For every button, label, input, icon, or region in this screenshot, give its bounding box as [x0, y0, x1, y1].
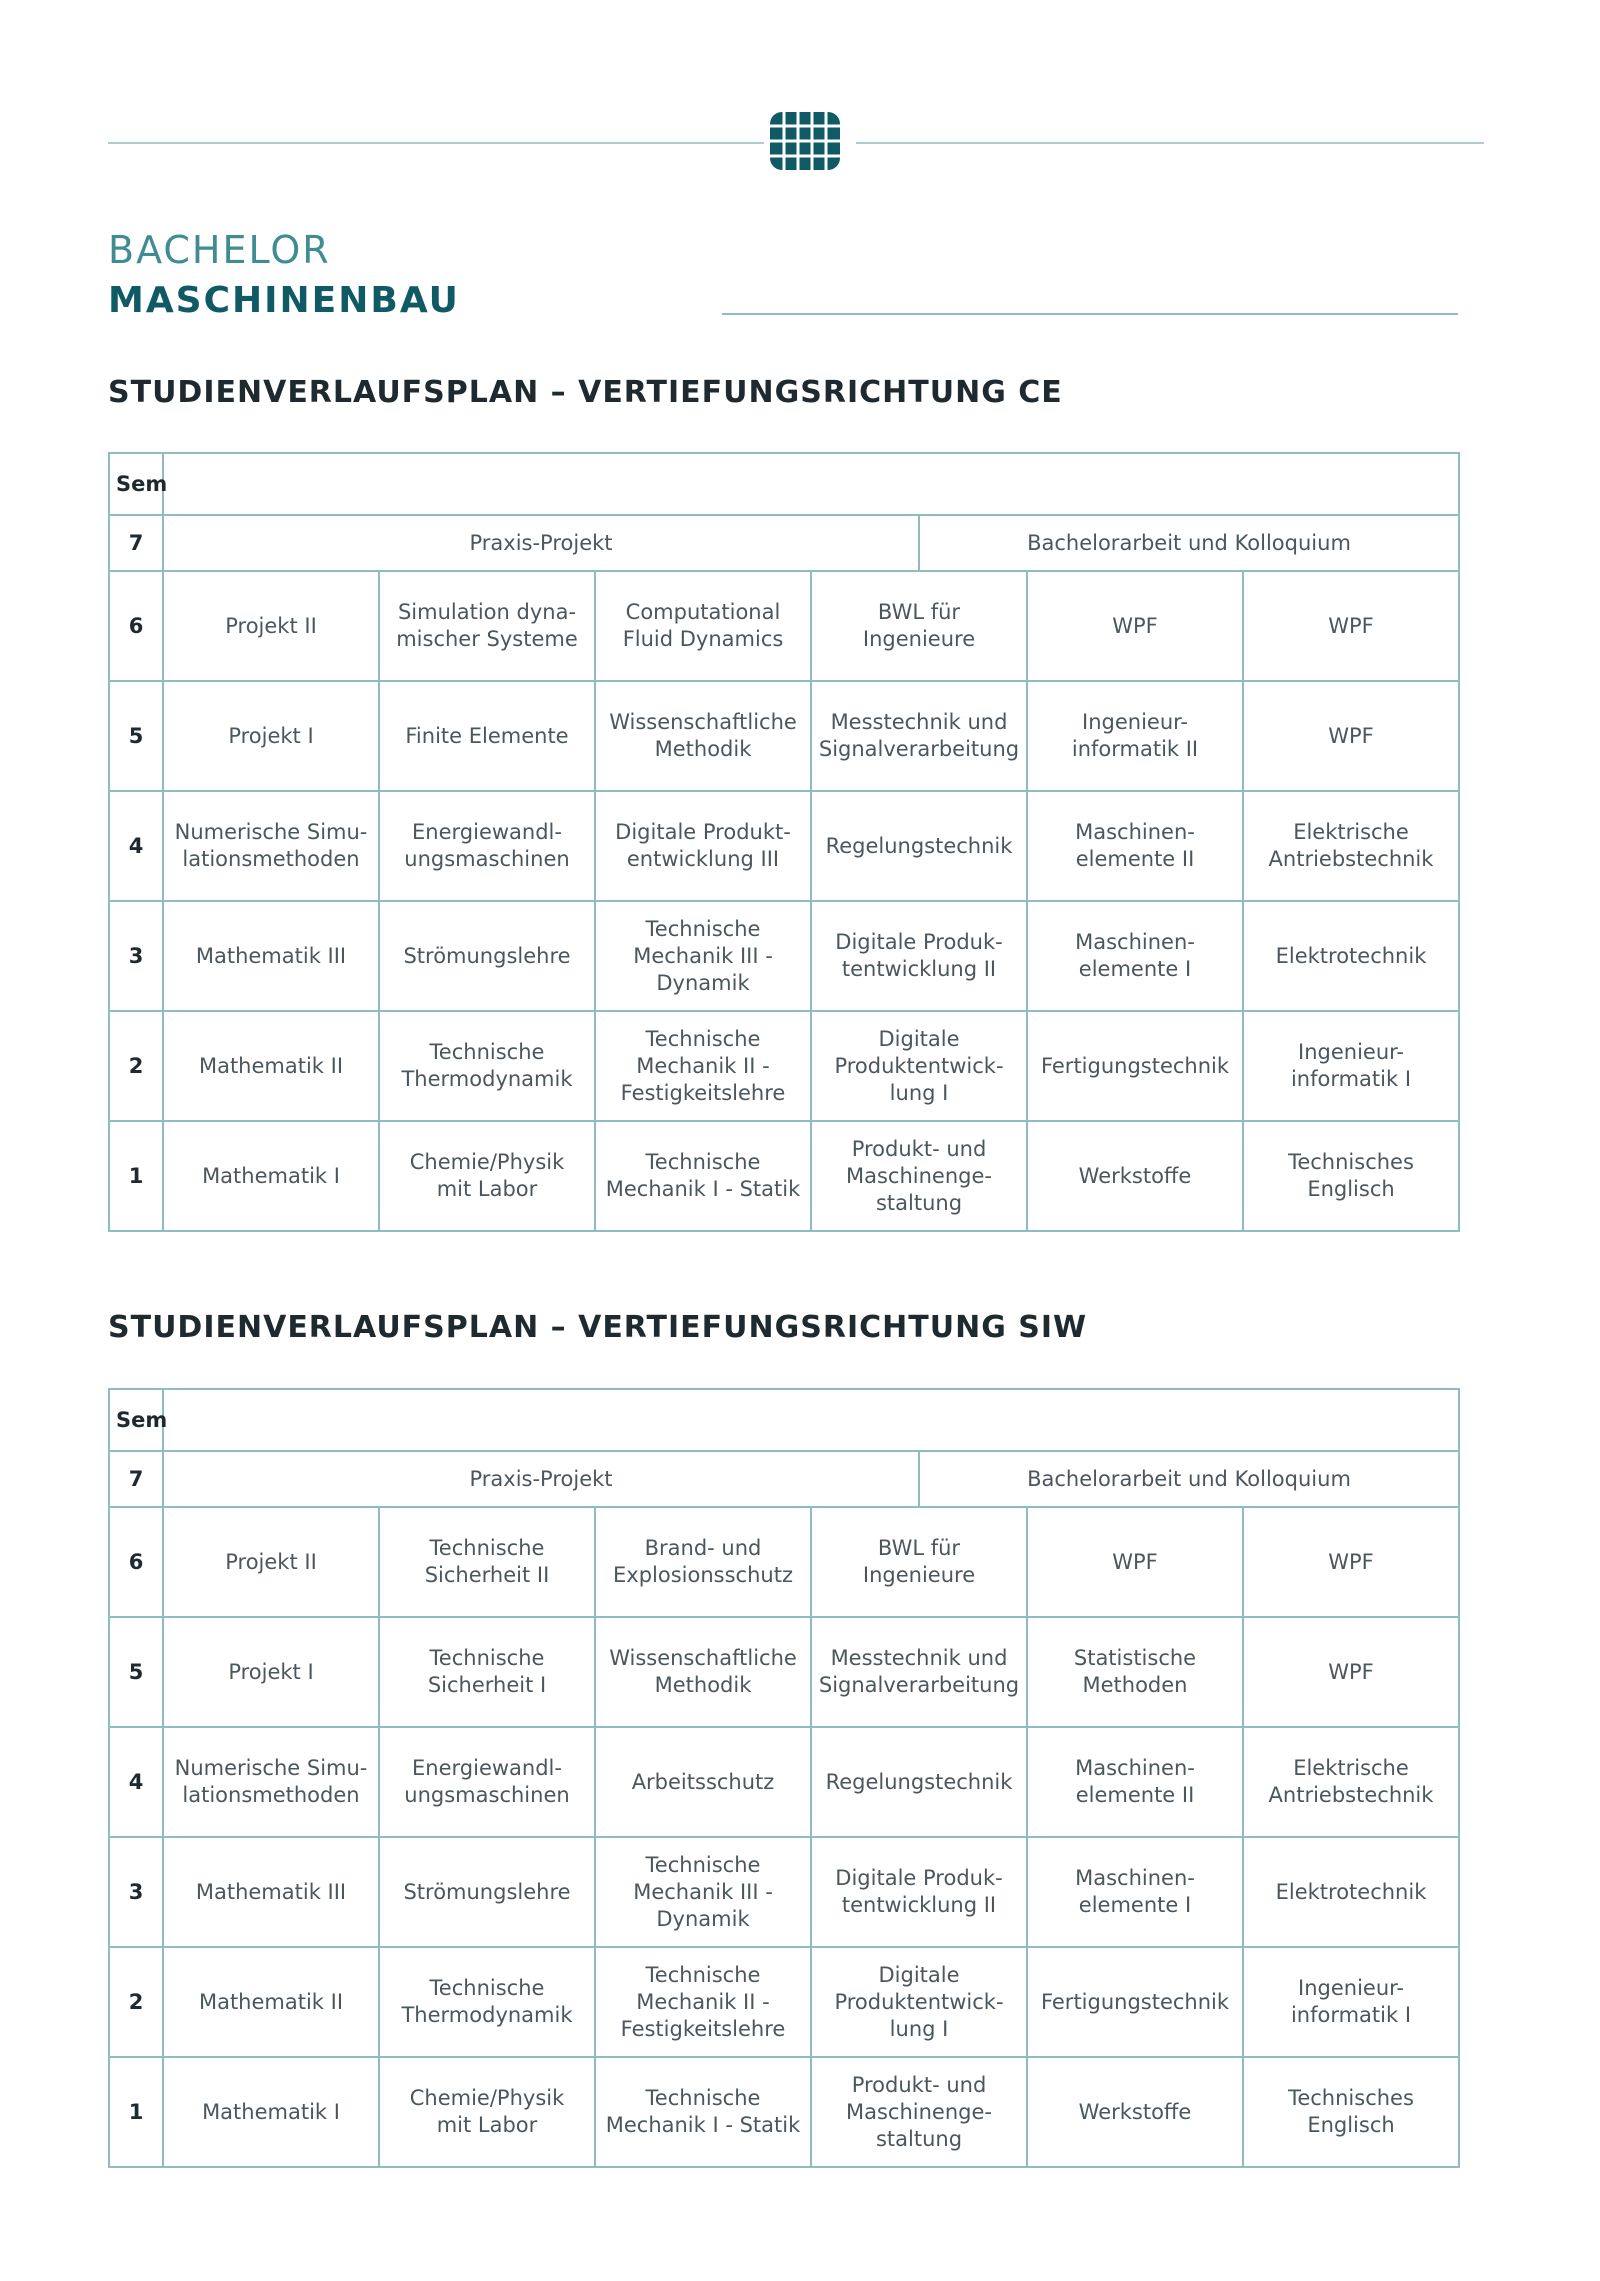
- header-row: [109, 453, 1459, 515]
- course-cell: [811, 901, 1027, 1011]
- course-cell: [1027, 1011, 1243, 1121]
- course-cell: [163, 681, 379, 791]
- course-cell: [1243, 571, 1459, 681]
- course-name: Maschinen- elemente II: [1075, 1756, 1195, 1807]
- course-name: Digitale Produktentwick- lung I: [834, 1962, 1004, 2041]
- course-cell: [1027, 681, 1243, 791]
- semester-number: 3: [109, 901, 163, 1011]
- praxis-projekt-cell: Praxis-Projekt: [163, 515, 919, 571]
- course-name: Technische Mechanik III - Dynamik: [633, 916, 773, 995]
- semester-row: [109, 1507, 1459, 1617]
- course-name: Mathematik III: [195, 1879, 347, 1904]
- semester-number: 4: [109, 1727, 163, 1837]
- semester-number: 1: [109, 1121, 163, 1231]
- course-name: Messtechnik und Signalverarbeitung: [818, 1646, 1020, 1697]
- course-cell: [379, 681, 595, 791]
- header-rule-left: [108, 142, 764, 144]
- course-cell: [1243, 791, 1459, 901]
- course-name: WPF: [1328, 723, 1374, 748]
- semester-number: 6: [109, 571, 163, 681]
- course-cell: [163, 791, 379, 901]
- course-name: Technisches Englisch: [1288, 1150, 1414, 1201]
- course-cell: [595, 791, 811, 901]
- title-rule: [722, 313, 1458, 315]
- praxis-projekt-cell: Praxis-Projekt: [163, 1451, 919, 1507]
- course-name: Maschinen- elemente I: [1075, 1866, 1195, 1917]
- course-name: BWL für Ingenieure: [862, 1536, 976, 1587]
- course-name: Projekt I: [228, 1659, 314, 1684]
- study-plan-table-ce: [108, 452, 1460, 1232]
- semester-row: [109, 1121, 1459, 1231]
- course-cell: [163, 1947, 379, 2057]
- course-cell: [163, 901, 379, 1011]
- course-name: Werkstoffe: [1078, 2099, 1192, 2124]
- course-cell: [163, 1617, 379, 1727]
- course-cell: [1027, 2057, 1243, 2167]
- course-name: Strömungslehre: [403, 943, 571, 968]
- semester-number: 7: [109, 1451, 163, 1507]
- course-name: Mathematik II: [198, 1053, 344, 1078]
- semester-number: 3: [109, 1837, 163, 1947]
- semester-number: 4: [109, 791, 163, 901]
- course-cell: [811, 1837, 1027, 1947]
- course-cell: [379, 1011, 595, 1121]
- course-name: Computational Fluid Dynamics: [622, 600, 784, 651]
- plan-heading-ce: STUDIENVERLAUFSPLAN – VERTIEFUNGSRICHTUNG CE: [108, 375, 1063, 410]
- course-name: Energiewandl- ungsmaschinen: [404, 1756, 570, 1807]
- course-cell: [811, 1011, 1027, 1121]
- course-name: Technische Mechanik I - Statik: [605, 1150, 801, 1201]
- course-name: WPF: [1328, 613, 1374, 638]
- course-cell: [595, 681, 811, 791]
- course-name: Technische Mechanik II - Festigkeitslehre: [620, 1026, 786, 1105]
- course-cell: [1027, 791, 1243, 901]
- sem-header: Sem: [109, 1389, 163, 1451]
- course-cell: [811, 571, 1027, 681]
- course-name: Maschinen- elemente II: [1075, 820, 1195, 871]
- course-name: Elektrotechnik: [1275, 1879, 1427, 1904]
- course-name: Fertigungstechnik: [1040, 1989, 1230, 2014]
- course-name: Brand- und Explosionsschutz: [613, 1536, 793, 1587]
- course-cell: [379, 571, 595, 681]
- course-name: Strömungslehre: [403, 1879, 571, 1904]
- course-cell: [163, 2057, 379, 2167]
- semester-row: [109, 2057, 1459, 2167]
- course-cell: [163, 1727, 379, 1837]
- course-name: Digitale Produk- tentwicklung II: [835, 1866, 1003, 1917]
- course-name: Regelungstechnik: [825, 833, 1013, 858]
- course-name: WPF: [1328, 1659, 1374, 1684]
- header-row: [109, 1389, 1459, 1451]
- course-name: Mathematik II: [198, 1989, 344, 2014]
- course-cell: [595, 2057, 811, 2167]
- semester-number: 2: [109, 1011, 163, 1121]
- course-cell: [1243, 1507, 1459, 1617]
- course-cell: [163, 1011, 379, 1121]
- course-name: Technisches Englisch: [1288, 2086, 1414, 2137]
- grid-logo-icon: [770, 112, 840, 170]
- course-cell: [811, 1727, 1027, 1837]
- course-cell: [595, 1727, 811, 1837]
- semester-number: 7: [109, 515, 163, 571]
- course-cell: [1243, 1011, 1459, 1121]
- course-cell: [1243, 1727, 1459, 1837]
- course-cell: [379, 791, 595, 901]
- header-blank-cell: [163, 453, 1459, 515]
- course-name: Ingenieur- informatik I: [1290, 1040, 1412, 1091]
- course-cell: [163, 1121, 379, 1231]
- course-cell: [1243, 2057, 1459, 2167]
- course-name: Digitale Produkt- entwicklung III: [615, 820, 791, 871]
- semester-7-row: [109, 1451, 1459, 1507]
- course-name: Technische Mechanik III - Dynamik: [633, 1852, 773, 1931]
- course-cell: [811, 2057, 1027, 2167]
- course-name: WPF: [1328, 1549, 1374, 1574]
- course-name: Projekt II: [225, 613, 317, 638]
- course-name: Ingenieur- informatik I: [1290, 1976, 1412, 2027]
- course-cell: [163, 1507, 379, 1617]
- course-name: Digitale Produktentwick- lung I: [834, 1026, 1004, 1105]
- course-name: Technische Thermodynamik: [401, 1976, 573, 2027]
- course-cell: [1243, 681, 1459, 791]
- course-name: Technische Thermodynamik: [401, 1040, 573, 1091]
- course-cell: [163, 1837, 379, 1947]
- course-cell: [1027, 1727, 1243, 1837]
- course-name: Simulation dyna- mischer Systeme: [396, 600, 578, 651]
- course-name: WPF: [1112, 1549, 1158, 1574]
- semester-row: [109, 901, 1459, 1011]
- course-cell: [811, 791, 1027, 901]
- course-cell: [1027, 1837, 1243, 1947]
- course-cell: [379, 1837, 595, 1947]
- course-name: Wissenschaftliche Methodik: [609, 1646, 797, 1697]
- bachelorarbeit-cell: Bachelorarbeit und Kolloquium: [919, 515, 1459, 571]
- course-name: Elektrotechnik: [1275, 943, 1427, 968]
- course-name: Chemie/Physik mit Labor: [409, 1150, 565, 1201]
- semester-number: 6: [109, 1507, 163, 1617]
- course-name: WPF: [1112, 613, 1158, 638]
- semester-row: [109, 1727, 1459, 1837]
- study-plan-table-siw: [108, 1388, 1460, 2168]
- course-name: Technische Sicherheit I: [427, 1646, 547, 1697]
- course-cell: [379, 1121, 595, 1231]
- semester-number: 5: [109, 681, 163, 791]
- course-cell: [811, 1507, 1027, 1617]
- course-cell: [595, 1837, 811, 1947]
- course-name: Mathematik III: [195, 943, 347, 968]
- course-cell: [1243, 1947, 1459, 2057]
- course-name: Produkt- und Maschinenge- staltung: [846, 2072, 992, 2151]
- course-name: Elektrische Antriebstechnik: [1268, 1756, 1434, 1807]
- course-name: Technische Mechanik I - Statik: [605, 2086, 801, 2137]
- course-cell: [379, 901, 595, 1011]
- course-name: Chemie/Physik mit Labor: [409, 2086, 565, 2137]
- course-cell: [595, 901, 811, 1011]
- course-cell: [1243, 901, 1459, 1011]
- header-blank-cell: [163, 1389, 1459, 1451]
- course-name: Finite Elemente: [405, 723, 569, 748]
- course-name: BWL für Ingenieure: [862, 600, 976, 651]
- course-name: Projekt I: [228, 723, 314, 748]
- course-cell: [379, 1617, 595, 1727]
- semester-number: 2: [109, 1947, 163, 2057]
- course-cell: [811, 1617, 1027, 1727]
- course-name: Numerische Simu- lationsmethoden: [174, 1756, 368, 1807]
- course-cell: [1027, 1947, 1243, 2057]
- course-name: Maschinen- elemente I: [1075, 930, 1195, 981]
- course-cell: [811, 1947, 1027, 2057]
- course-name: Technische Sicherheit II: [424, 1536, 550, 1587]
- course-cell: [1027, 1617, 1243, 1727]
- course-cell: [1243, 1121, 1459, 1231]
- course-cell: [811, 681, 1027, 791]
- course-cell: [595, 1507, 811, 1617]
- course-cell: [163, 571, 379, 681]
- course-name: Mathematik I: [202, 2099, 340, 2124]
- semester-row: [109, 1947, 1459, 2057]
- course-name: Numerische Simu- lationsmethoden: [174, 820, 368, 871]
- course-name: Ingenieur- informatik II: [1071, 710, 1199, 761]
- course-cell: [595, 1011, 811, 1121]
- course-name: Elektrische Antriebstechnik: [1268, 820, 1434, 871]
- sem-header: Sem: [109, 453, 163, 515]
- semester-row: [109, 791, 1459, 901]
- course-cell: [1027, 1507, 1243, 1617]
- header-rule-right: [856, 142, 1484, 144]
- course-cell: [379, 1947, 595, 2057]
- course-cell: [1027, 901, 1243, 1011]
- semester-row: [109, 1011, 1459, 1121]
- course-name: Fertigungstechnik: [1040, 1053, 1230, 1078]
- semester-row: [109, 1837, 1459, 1947]
- course-cell: [379, 2057, 595, 2167]
- course-name: Regelungstechnik: [825, 1769, 1013, 1794]
- course-name: Digitale Produk- tentwicklung II: [835, 930, 1003, 981]
- semester-number: 1: [109, 2057, 163, 2167]
- course-name: Messtechnik und Signalverarbeitung: [818, 710, 1020, 761]
- course-cell: [595, 1617, 811, 1727]
- course-name: Energiewandl- ungsmaschinen: [404, 820, 570, 871]
- semester-number: 5: [109, 1617, 163, 1727]
- course-name: Projekt II: [225, 1549, 317, 1574]
- course-name: Mathematik I: [202, 1163, 340, 1188]
- semester-row: [109, 681, 1459, 791]
- semester-row: [109, 571, 1459, 681]
- semester-row: [109, 1617, 1459, 1727]
- course-cell: [595, 1121, 811, 1231]
- degree-label: BACHELOR: [108, 228, 331, 272]
- bachelorarbeit-cell: Bachelorarbeit und Kolloquium: [919, 1451, 1459, 1507]
- course-cell: [1243, 1617, 1459, 1727]
- course-name: Arbeitsschutz: [631, 1769, 775, 1794]
- course-cell: [379, 1727, 595, 1837]
- course-name: Wissenschaftliche Methodik: [609, 710, 797, 761]
- course-cell: [595, 571, 811, 681]
- course-cell: [595, 1947, 811, 2057]
- course-name: Produkt- und Maschinenge- staltung: [846, 1136, 992, 1215]
- course-cell: [1027, 571, 1243, 681]
- course-name: Werkstoffe: [1078, 1163, 1192, 1188]
- course-name: Technische Mechanik II - Festigkeitslehre: [620, 1962, 786, 2041]
- course-cell: [811, 1121, 1027, 1231]
- course-cell: [379, 1507, 595, 1617]
- semester-7-row: [109, 515, 1459, 571]
- course-cell: [1027, 1121, 1243, 1231]
- course-cell: [1243, 1837, 1459, 1947]
- course-name: Statistische Methoden: [1073, 1646, 1197, 1697]
- program-title: MASCHINENBAU: [108, 280, 460, 321]
- plan-heading-siw: STUDIENVERLAUFSPLAN – VERTIEFUNGSRICHTUNG SIW: [108, 1310, 1088, 1345]
